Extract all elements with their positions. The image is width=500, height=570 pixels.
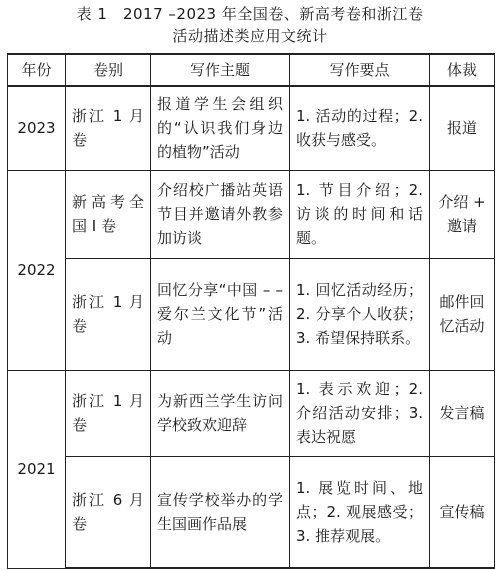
topic-cell: 介绍校广播站英语节目并邀请外教参加访谈: [151, 170, 290, 258]
table-row: [8, 258, 495, 370]
table-row: [8, 370, 495, 456]
table-row: [8, 456, 495, 568]
paper-cell: 浙江 1 月卷: [66, 258, 151, 370]
genre-cell: 介绍 + 邀请: [430, 170, 495, 258]
paper-cell: 浙江 1 月卷: [66, 370, 151, 456]
genre-cell: 宣传稿: [430, 456, 495, 568]
header-paper: 卷别: [66, 54, 151, 86]
topic-cell: 回忆分享“中国 – –爱尔兰文化节”活动: [151, 258, 290, 370]
paper-cell: 浙江 6 月卷: [66, 456, 151, 568]
topic-cell: 宣传学校举办的学生国画作品展: [151, 456, 290, 568]
paper-cell: 新高考全国 I 卷: [66, 170, 151, 258]
header-points: 写作要点: [290, 54, 430, 86]
header-topic: 写作主题: [151, 54, 290, 86]
topic-cell: 报道学生会组织的“认识我们身边的植物”活动: [151, 86, 290, 170]
points-cell: 1. 展览时间、地点；2. 观展感受；3. 推荐观展。: [290, 456, 430, 568]
header-row: [8, 54, 495, 86]
table-row: [8, 86, 495, 170]
table-row: [8, 170, 495, 258]
year-cell: 2021: [8, 370, 66, 568]
points-cell: 1. 回忆活动经历；2. 分享个人收获；3. 希望保持联系。: [290, 258, 430, 370]
header-year: 年份: [8, 54, 66, 86]
genre-cell: 报道: [430, 86, 495, 170]
statistics-table: [7, 53, 495, 569]
year-cell: 2023: [8, 86, 66, 170]
header-genre: 体裁: [430, 54, 495, 86]
year-cell: 2022: [8, 170, 66, 370]
points-cell: 1. 表示欢迎；2. 介绍活动安排；3. 表达祝愿: [290, 370, 430, 456]
genre-cell: 发言稿: [430, 370, 495, 456]
points-cell: 1. 活动的过程；2. 收获与感受。: [290, 86, 430, 170]
caption-line-2: 活动描述类应用文统计: [172, 27, 328, 45]
paper-cell: 浙江 1 月卷: [66, 86, 151, 170]
points-cell: 1. 节目介绍；2. 访谈的时间和话题。: [290, 170, 430, 258]
caption-line-1: 表 1 2017 –2023 年全国卷、新高考卷和浙江卷: [76, 5, 424, 23]
topic-cell: 为新西兰学生访问学校致欢迎辞: [151, 370, 290, 456]
table-caption: [0, 3, 500, 47]
genre-cell: 邮件回忆活动: [430, 258, 495, 370]
